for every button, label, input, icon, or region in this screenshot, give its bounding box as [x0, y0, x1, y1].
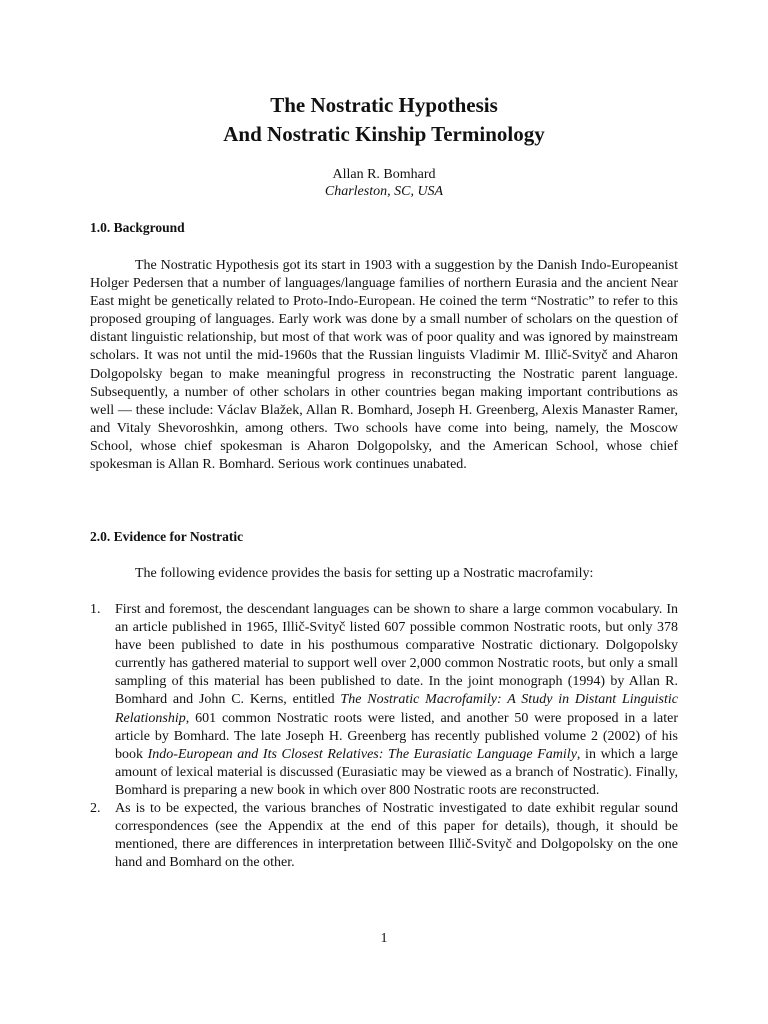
- list-item: [90, 601, 678, 800]
- author-affiliation: Charleston, SC, USA: [324, 184, 444, 199]
- paper-title-line-2: And Nostratic Kinship Terminology: [223, 122, 545, 146]
- section-heading-evidence: 2.0. Evidence for Nostratic: [90, 529, 244, 544]
- list-item: [90, 800, 678, 872]
- paper-title-line-1: The Nostratic Hypothesis: [270, 93, 498, 117]
- list-item-number: 1.: [90, 602, 101, 617]
- background-paragraph: The Nostratic Hypothesis got its start in 1903 with a suggestion by the Danish Indo-Europeanist Holger Pedersen that a number of languages/language families of northern Eurasia and the ancient Near East might be genetically related to Proto-Indo-European. He coined the term “Nostratic” to refer to this proposed grouping of languages. Early work was done by a small number of scholars on the question of distant linguistic relationship, but most of that work was of poor quality and was ignored by mainstream scholars. It was not until the mid-1960s that the Russian linguists Vladimir M. Illič-Svityč and Aharon Dolgopolsky began to make meaningful progress in reconstructing the Nostratic parent language. Subsequently, a number of other scholars in other countries began making important contributions as well — these include: Václav Blažek, Allan R. Bomhard, Joseph H. Greenberg, Alexis Manaster Ramer, and Vitaly Shevoroshkin, among others. Two schools have come into being, namely, the Moscow School, whose chief spokesman is Aharon Dolgopolsky, and the American School, whose chief spokesman is Allan R. Bomhard. Serious work continues unabated.: [90, 258, 678, 473]
- list-item-number: 2.: [90, 801, 101, 817]
- list-item-text: As is to be expected, the various branches of Nostratic investigated to date exhibit regular sound correspondences (see the Appendix at the end of this paper for details), though, it should be mentioned, there are differences in interpretation between Illič-Svityč and Dolgopolsky on the one hand and Bomhard on the other.: [115, 801, 678, 871]
- list-item-text: , in which a large amount of lexical material is discussed (Eurasiatic may be viewed as a branch of Nostratic). Finally, Bomhard is preparing a new book in which over 800 Nostratic roots are reconstructed.: [115, 746, 678, 798]
- list-item-text: , 601 common Nostratic roots were listed, and another 50 were proposed in a later article by Bomhard. The late Joseph H. Greenberg has recently published volume 2 (2002) of his book: [115, 710, 678, 762]
- list-item-text: First and foremost, the descendant languages can be shown to share a large common vocabulary. In an article published in 1965, Illič-Svityč listed 607 possible common Nostratic roots, but only 378 have been published to date in his posthumous comparative Nostratic dictionary. Dolgopolsky currently has gathered material to support well over 2,000 common Nostratic roots, but only a small sampling of this material has been published to date. In the joint monograph (1994) by Allan R. Bomhard and John C. Kerns, entitled: [115, 602, 678, 708]
- section-heading-background: 1.0. Background: [90, 220, 185, 235]
- page-number: 1: [380, 931, 388, 946]
- book-title-italic: Indo-European and Its Closest Relatives: The Eurasiatic Language Family: [147, 746, 577, 762]
- author-name: Allan R. Bomhard: [332, 167, 436, 182]
- book-title-italic: The Nostratic Macrofamily: A Study in Distant Linguistic Relationship: [115, 692, 678, 726]
- evidence-lead-sentence: The following evidence provides the basis for setting up a Nostratic macrofamily:: [135, 566, 594, 581]
- evidence-list: [90, 601, 678, 872]
